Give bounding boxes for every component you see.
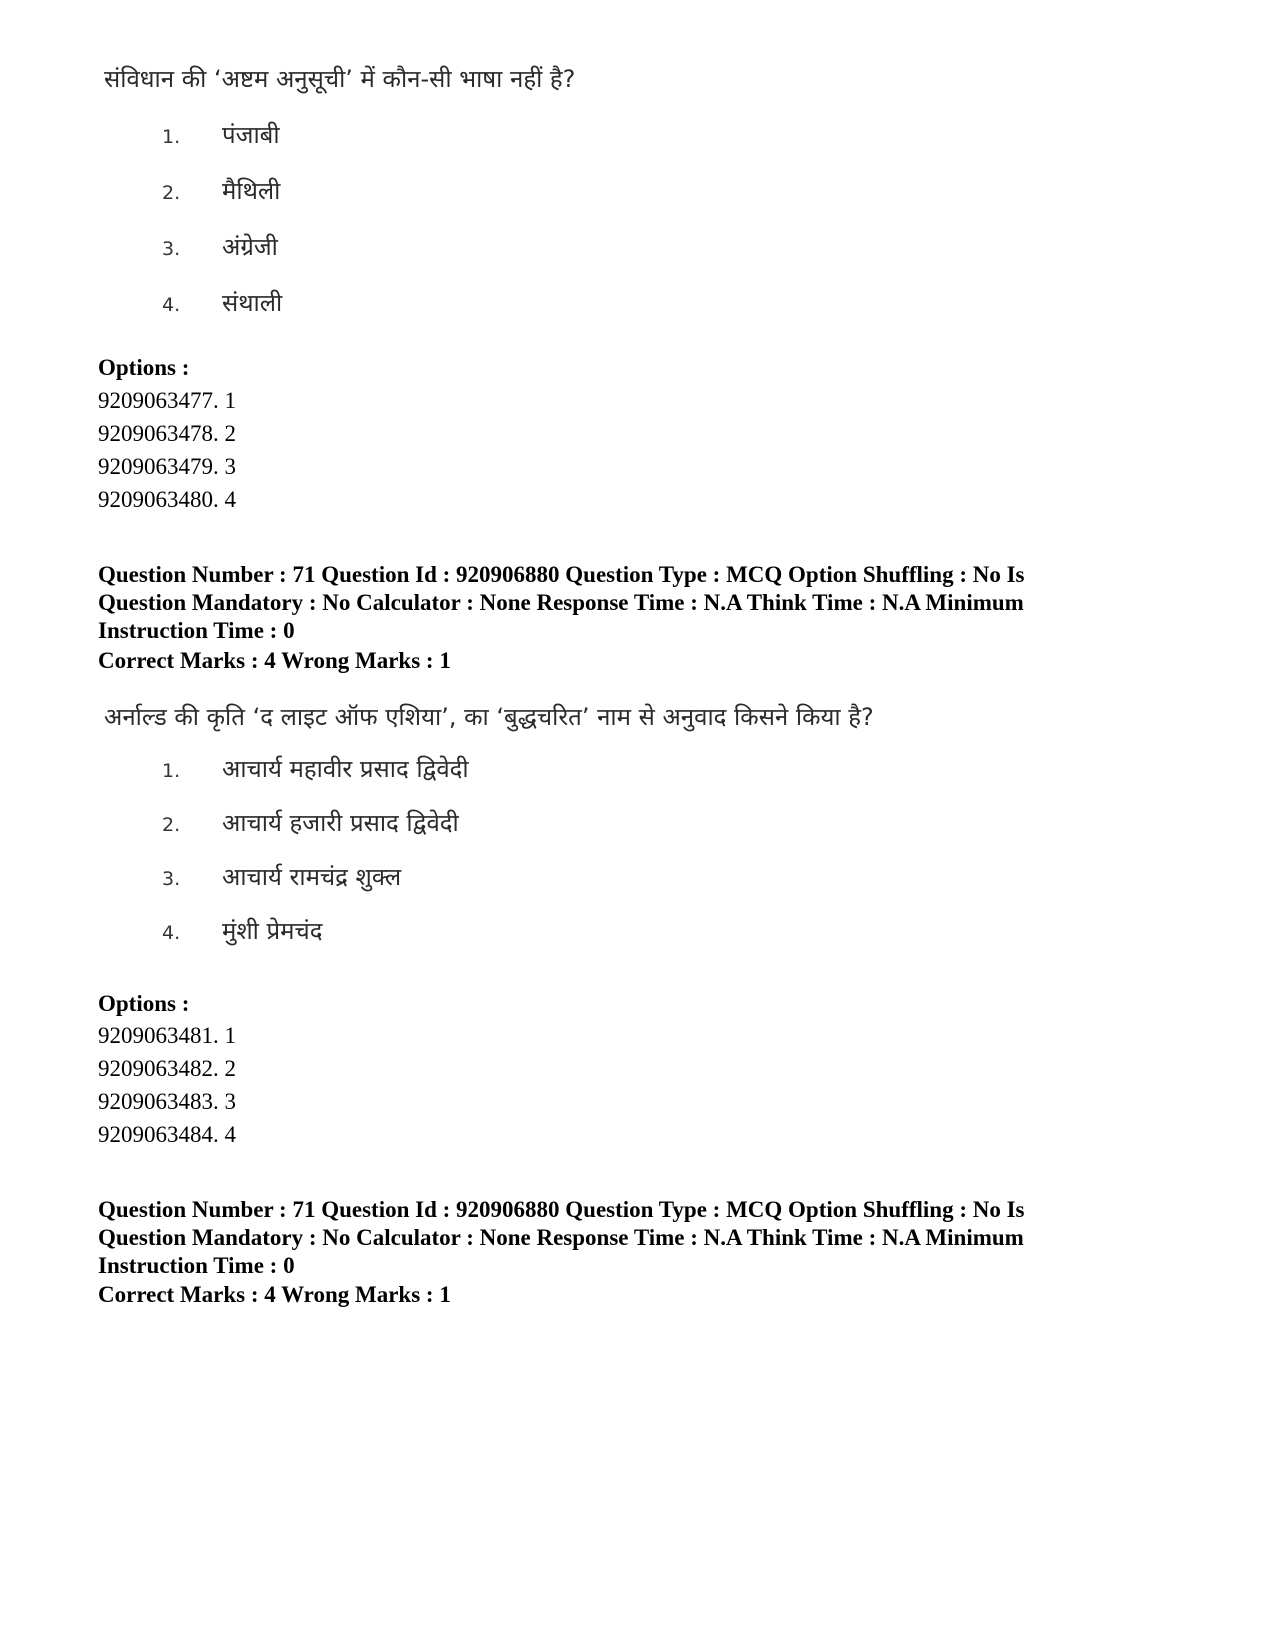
option-number: 4. [162,922,181,944]
option-number: 1. [162,126,181,148]
marks-line: Correct Marks : 4 Wrong Marks : 1 [98,648,451,673]
options-label: Options : [98,991,190,1016]
question-meta [98,1196,1098,1280]
option-text: आचार्य हजारी प्रसाद द्विवेदी [222,809,459,837]
question-meta [98,561,1098,645]
question-b-option-1 [0,752,900,792]
option-id: 9209063484. 4 [98,1122,236,1147]
option-id: 9209063483. 3 [98,1089,236,1114]
meta-line: Instruction Time : 0 [98,618,295,643]
question-a-option-3 [0,230,900,270]
options-label: Options : [98,355,190,380]
option-text: मुंशी प्रेमचंद [222,917,323,945]
option-id: 9209063477. 1 [98,388,236,413]
option-id: 9209063479. 3 [98,454,236,479]
option-number: 2. [162,182,181,204]
question-a-option-2 [0,174,900,214]
option-text: पंजाबी [222,121,280,149]
question-b-option-4 [0,914,900,954]
option-id: 9209063480. 4 [98,487,236,512]
option-text: आचार्य रामचंद्र शुक्ल [222,863,402,891]
question-a-option-1 [0,118,900,158]
question-b-option-2 [0,806,900,846]
option-number: 3. [162,238,181,260]
option-number: 4. [162,294,181,316]
question-b-text: अर्नाल्ड की कृति ‘द लाइट ऑफ एशिया’, का ‘बुद्धचरित’ नाम से अनुवाद किसने किया है? [104,703,874,731]
meta-line: Question Number : 71 Question Id : 920906880 Question Type : MCQ Option Shuffling : No Is [98,1197,1025,1222]
option-number: 1. [162,760,181,782]
meta-line: Instruction Time : 0 [98,1253,295,1278]
option-id: 9209063481. 1 [98,1023,236,1048]
option-text: अंग्रेजी [222,233,278,261]
option-number: 2. [162,814,181,836]
option-id: 9209063482. 2 [98,1056,236,1081]
meta-line: Question Number : 71 Question Id : 920906880 Question Type : MCQ Option Shuffling : No Is [98,562,1025,587]
meta-line: Question Mandatory : No Calculator : None Response Time : N.A Think Time : N.A Minimum [98,1225,1024,1250]
option-text: आचार्य महावीर प्रसाद द्विवेदी [222,755,469,783]
option-text: मैथिली [222,177,281,205]
question-a-option-4 [0,286,900,326]
question-b-option-3 [0,860,900,900]
meta-line: Question Mandatory : No Calculator : None Response Time : N.A Think Time : N.A Minimum [98,590,1024,615]
option-number: 3. [162,868,181,890]
marks-line: Correct Marks : 4 Wrong Marks : 1 [98,1282,451,1307]
option-text: संथाली [222,289,283,317]
option-id: 9209063478. 2 [98,421,236,446]
question-a-text: संविधान की ‘अष्टम अनुसूची’ में कौन-सी भाषा नहीं है? [104,65,576,93]
